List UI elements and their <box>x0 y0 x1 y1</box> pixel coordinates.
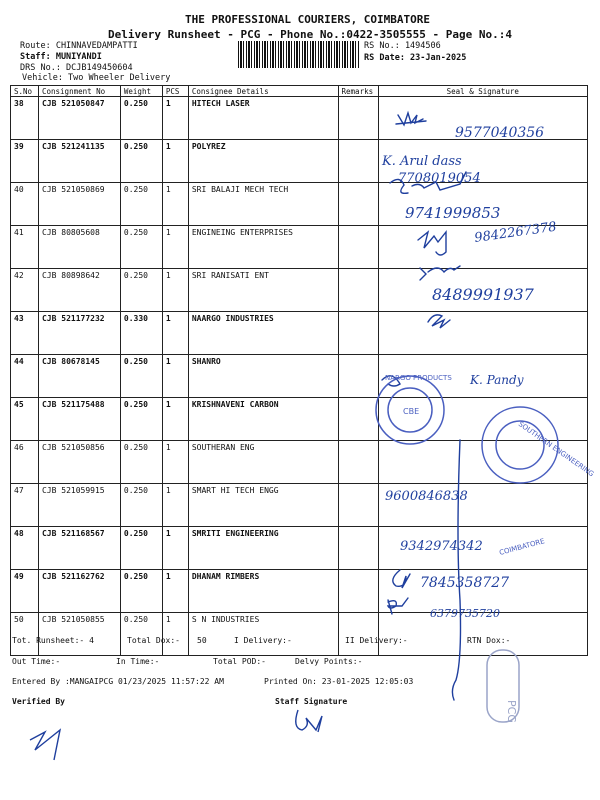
row-sno: 45 <box>11 398 39 441</box>
row-weight: 0.250 <box>120 140 162 183</box>
row-pcs: 1 <box>162 527 188 570</box>
hw-phone-42: 8489991937 <box>432 285 534 304</box>
row-consignment-no: CJB 521059915 <box>38 484 120 527</box>
row-remarks <box>338 183 378 226</box>
runsheet-table <box>10 85 588 656</box>
row-consignee: SRI RANISATI ENT <box>188 269 338 312</box>
stamp1-center: CBE <box>403 407 420 416</box>
row-consignee: SMART HI TECH ENGG <box>188 484 338 527</box>
col-consignee: Consignee Details <box>188 86 338 97</box>
table-row <box>11 398 588 441</box>
hw-phone-38: 9577040356 <box>455 125 545 141</box>
row-sno: 47 <box>11 484 39 527</box>
row-signature <box>378 97 588 140</box>
row-pcs: 1 <box>162 312 188 355</box>
row-consignee: KRISHNAVENI CARBON <box>188 398 338 441</box>
row-pcs: 1 <box>162 140 188 183</box>
row-pcs: 1 <box>162 441 188 484</box>
row-weight: 0.250 <box>120 355 162 398</box>
row-consignment-no: CJB 521050856 <box>38 441 120 484</box>
row-weight: 0.250 <box>120 613 162 656</box>
row-remarks <box>338 97 378 140</box>
row-pcs: 1 <box>162 269 188 312</box>
row-remarks <box>338 613 378 656</box>
row-consignment-no: CJB 521168567 <box>38 527 120 570</box>
table-row <box>11 97 588 140</box>
col-signature: Seal & Signature <box>378 86 588 97</box>
staff: Staff: MUNIYANDI <box>20 52 102 62</box>
row-consignment-no: CJB 521050869 <box>38 183 120 226</box>
barcode <box>238 41 360 68</box>
row-sno: 41 <box>11 226 39 269</box>
total-dox-value: 50 <box>197 636 207 645</box>
row-signature <box>378 484 588 527</box>
hw-phone-41: 9842267378 <box>473 219 558 246</box>
row-weight: 0.250 <box>120 441 162 484</box>
row-pcs: 1 <box>162 97 188 140</box>
table-row <box>11 570 588 613</box>
side-stamp-text: PCG <box>505 700 518 723</box>
side-stamp <box>487 650 519 722</box>
row-consignment-no: CJB 521175488 <box>38 398 120 441</box>
rs-date: RS Date: 23-Jan-2025 <box>364 53 467 63</box>
delvy-points: Delvy Points:- <box>295 657 363 666</box>
row-remarks <box>338 484 378 527</box>
row-pcs: 1 <box>162 183 188 226</box>
col-remarks: Remarks <box>338 86 378 97</box>
row-consignment-no: CJB 521050855 <box>38 613 120 656</box>
row-signature <box>378 269 588 312</box>
stamp2-bottom: COIMBATORE <box>498 537 546 557</box>
table-row <box>11 484 588 527</box>
col-weight: Weight <box>120 86 162 97</box>
row-consignment-no: CJB 521177232 <box>38 312 120 355</box>
row-signature <box>378 140 588 183</box>
hw-phone-39: 7708019054 <box>398 171 481 186</box>
row-sno: 44 <box>11 355 39 398</box>
row-weight: 0.250 <box>120 570 162 613</box>
hw-phone-50: 6379735720 <box>430 607 500 620</box>
hw-phone-48: 9342974342 <box>400 539 483 554</box>
row-remarks <box>338 312 378 355</box>
col-sno: S.No <box>11 86 39 97</box>
row-sno: 48 <box>11 527 39 570</box>
row-consignee: ENGINEING ENTERPRISES <box>188 226 338 269</box>
vehicle: Vehicle: Two Wheeler Delivery <box>22 73 171 83</box>
row-consignee: SOUTHERAN ENG <box>188 441 338 484</box>
row-remarks <box>338 226 378 269</box>
row-sno: 38 <box>11 97 39 140</box>
row-consignee: SHANRO <box>188 355 338 398</box>
row-weight: 0.250 <box>120 226 162 269</box>
row-signature <box>378 226 588 269</box>
row-pcs: 1 <box>162 226 188 269</box>
i-delivery: I Delivery:- <box>234 636 292 645</box>
table-row <box>11 140 588 183</box>
row-signature <box>378 527 588 570</box>
row-consignee: SRI BALAJI MECH TECH <box>188 183 338 226</box>
row-consignee: HITECH LASER <box>188 97 338 140</box>
row-pcs: 1 <box>162 355 188 398</box>
row-remarks <box>338 355 378 398</box>
row-remarks <box>338 398 378 441</box>
hw-name-39: K. Arul dass <box>382 154 462 169</box>
table-row <box>11 613 588 656</box>
table-row <box>11 355 588 398</box>
total-dox-label: Total Dox:- <box>127 636 180 645</box>
row-sno: 43 <box>11 312 39 355</box>
row-weight: 0.250 <box>120 398 162 441</box>
row-sno: 40 <box>11 183 39 226</box>
route: Route: CHINNAVEDAMPATTI <box>20 41 138 51</box>
staff-signature-label: Staff Signature <box>275 697 348 706</box>
out-time: Out Time:- <box>12 657 61 666</box>
table-row <box>11 527 588 570</box>
row-signature <box>378 398 588 441</box>
entered-by: Entered By :MANGAIPCG 01/23/2025 11:57:22 AM <box>12 677 224 686</box>
row-signature <box>378 183 588 226</box>
row-consignment-no: CJB 521162762 <box>38 570 120 613</box>
runsheet-title: Delivery Runsheet - PCG - Phone No.:0422-3505555 - Page No.:4 <box>108 28 512 41</box>
stamp1-top-text: NARGO PRODUCTS <box>385 374 452 382</box>
row-consignment-no: CJB 80805608 <box>38 226 120 269</box>
tot-runsheet: Tot. Runsheet:- 4 <box>12 636 94 645</box>
table-header <box>11 86 588 97</box>
hw-phone-40: 9741999853 <box>405 204 501 222</box>
verified-by: Verified By <box>12 697 65 706</box>
row-consignee: NAARGO INDUSTRIES <box>188 312 338 355</box>
row-signature <box>378 613 588 656</box>
total-pod: Total POD:- <box>213 657 266 666</box>
row-signature <box>378 570 588 613</box>
row-remarks <box>338 441 378 484</box>
table-row <box>11 441 588 484</box>
row-signature <box>378 355 588 398</box>
row-remarks <box>338 269 378 312</box>
row-consignee: SMRITI ENGINEERING <box>188 527 338 570</box>
stamp2-text: SOUTHERN ENGINEERING <box>516 420 596 479</box>
row-weight: 0.250 <box>120 183 162 226</box>
hw-phone-49: 7845358727 <box>420 575 510 591</box>
hw-name-44: K. Pandy <box>470 373 524 387</box>
row-sno: 42 <box>11 269 39 312</box>
printed-on: Printed On: 23-01-2025 12:05:03 <box>264 677 414 686</box>
table-row <box>11 183 588 226</box>
row-consignee: POLYREZ <box>188 140 338 183</box>
row-weight: 0.250 <box>120 269 162 312</box>
hw-phone-47: 9600846838 <box>385 489 468 504</box>
rs-number: RS No.: 1494506 <box>364 41 441 51</box>
row-sno: 46 <box>11 441 39 484</box>
col-pcs: PCS <box>162 86 188 97</box>
table-row <box>11 312 588 355</box>
table-row <box>11 269 588 312</box>
row-signature <box>378 312 588 355</box>
row-pcs: 1 <box>162 613 188 656</box>
row-consignment-no: CJB 521050847 <box>38 97 120 140</box>
row-sno: 49 <box>11 570 39 613</box>
row-remarks <box>338 570 378 613</box>
row-signature <box>378 441 588 484</box>
row-consignee: DHANAM RIMBERS <box>188 570 338 613</box>
row-consignment-no: CJB 521241135 <box>38 140 120 183</box>
in-time: In Time:- <box>116 657 160 666</box>
row-remarks <box>338 140 378 183</box>
row-sno: 50 <box>11 613 39 656</box>
row-consignee: S N INDUSTRIES <box>188 613 338 656</box>
row-pcs: 1 <box>162 570 188 613</box>
row-weight: 0.250 <box>120 527 162 570</box>
rtn-dox: RTN Dox:- <box>467 636 511 645</box>
company-name: THE PROFESSIONAL COURIERS, COIMBATORE <box>185 13 431 26</box>
col-consignment: Consignment No <box>38 86 120 97</box>
row-sno: 39 <box>11 140 39 183</box>
row-remarks <box>338 527 378 570</box>
row-weight: 0.330 <box>120 312 162 355</box>
row-pcs: 1 <box>162 398 188 441</box>
table-row <box>11 226 588 269</box>
ii-delivery: II Delivery:- <box>345 636 408 645</box>
staff-signature <box>296 710 322 732</box>
row-consignment-no: CJB 80678145 <box>38 355 120 398</box>
row-weight: 0.250 <box>120 484 162 527</box>
verified-signature <box>30 730 60 760</box>
drs-number: DRS No.: DCJB149450604 <box>20 63 133 73</box>
row-pcs: 1 <box>162 484 188 527</box>
row-consignment-no: CJB 80898642 <box>38 269 120 312</box>
row-weight: 0.250 <box>120 97 162 140</box>
